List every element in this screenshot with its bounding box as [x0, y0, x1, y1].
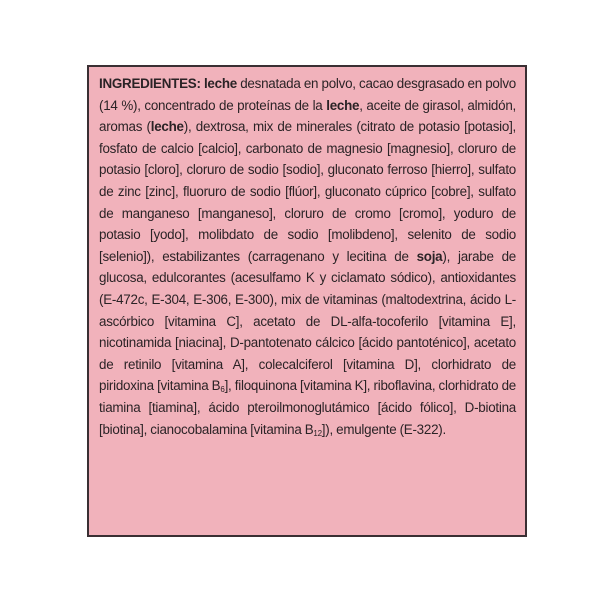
allergen-leche: leche	[326, 97, 360, 113]
ingredients-text-segment: , aceite de girasol, almidón, aromas (	[99, 97, 516, 135]
subscript-b6: 6	[220, 385, 225, 395]
allergen-leche: leche	[203, 76, 237, 91]
ingredients-text-segment: ), dextrosa, mix de minerales (citrato de potasio [potasio], fosfato de calcio [calcio], carbonato de magnesio [magnesio], cloruro de potasio [cloro], cloruro de sodio [sodio], gluconato ferroso [hierro], sulfato de zinc [zinc], fluoruro de sodio [flúor], gluconato cúprico [cobre], sulfato de manganeso [manganeso], cloruro de cromo [cromo], yoduro de potasio [yodo], molibdato de sodio [molibdeno], selenito de sodio [selenio]), estabilizantes (carragenano y lecitina de	[99, 119, 517, 264]
allergen-leche: leche	[150, 119, 184, 135]
ingredients-text-segment: ), jarabe de glucosa, edulcorantes (acesulfamo K y ciclamato sódico), antioxidantes (E-472c, E-304, E-306, E-300), mix de vitaminas (maltodextrina, ácido L-ascórbico [vitamina C], acetato de DL-alfa-tocoferilo [vitamina E], nicotinamida [niacina], D-pantotenato cálcico [ácido pantoténico], acetato de retinilo [vitamina A], colecalciferol [vitamina D], clorhidrato de piridoxina [vitamina B	[99, 248, 516, 394]
ingredients-label-panel	[87, 65, 527, 537]
ingredients-heading: INGREDIENTES:	[99, 76, 201, 91]
ingredients-text-segment: ]), emulgente (E-322).	[321, 421, 446, 437]
allergen-soja: soja	[416, 248, 443, 264]
ingredients-text-segment: ], filoquinona [vitamina K], riboflavina, clorhidrato de tiamina [tiamina], ácido pteroilmonoglutámico [ácido fólico], D-biotina [biotina], cianocobalamina [vitamina B	[99, 378, 516, 437]
ingredients-text-segment: desnatada en polvo, cacao desgrasado en polvo (14 %), concentrado de proteínas de la	[99, 76, 516, 113]
subscript-b12: 12	[313, 428, 322, 438]
ingredients-list	[99, 73, 516, 440]
